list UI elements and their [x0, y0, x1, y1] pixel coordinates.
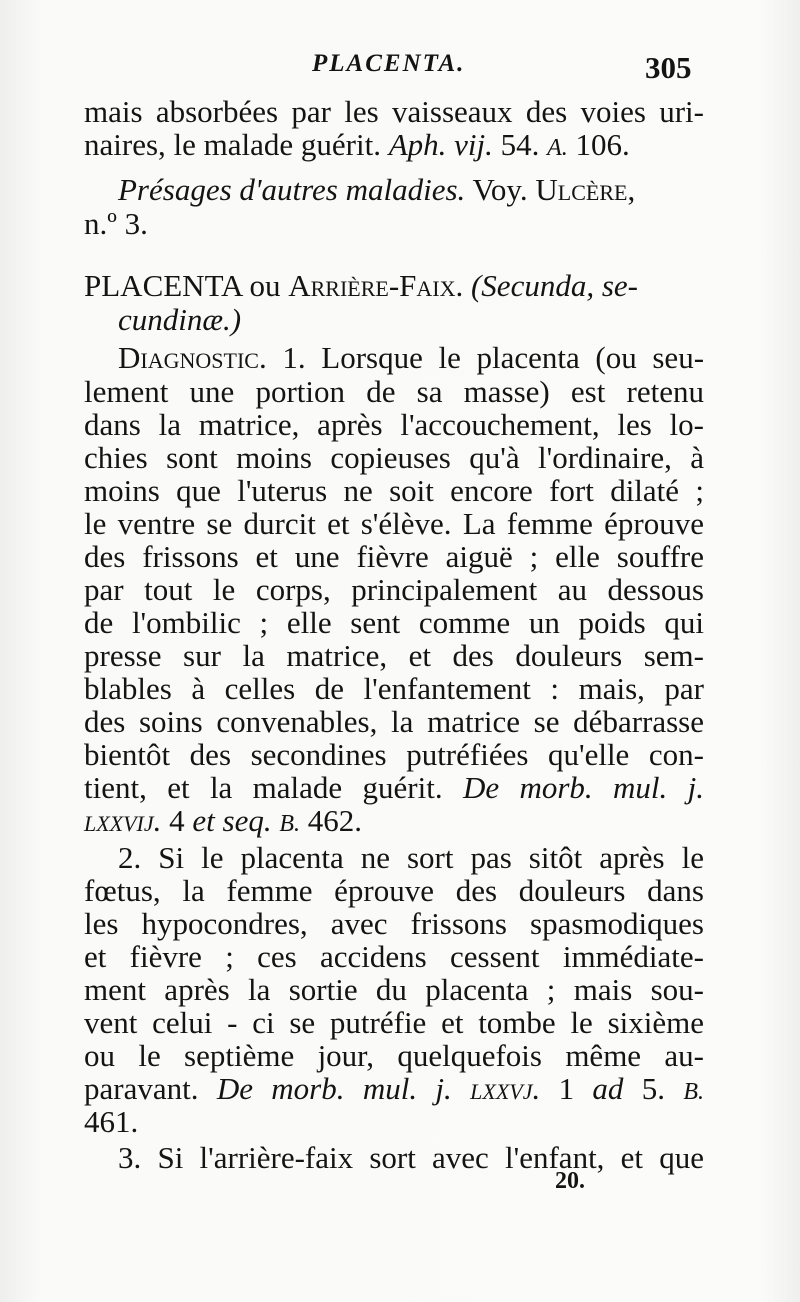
text-line: lxxvij. 4 et seq. B. 462.	[84, 803, 363, 838]
signature-mark: 20.	[555, 1168, 585, 1194]
text-line: le ventre se durcit et s'élève. La femme éprouve	[84, 506, 704, 541]
text-line: blables à celles de l'enfantement : mais, par	[84, 671, 704, 706]
text-line: mais absorbées par les vaisseaux des voies uri-	[84, 94, 704, 129]
text-line: Diagnostic. 1. Lorsque le placenta (ou seu-	[118, 340, 705, 375]
text-line: tient, et la malade guérit. De morb. mul. j.	[84, 770, 704, 805]
text-line: ment après la sortie du placenta ; mais sou-	[84, 972, 704, 1007]
text-line: n.º 3.	[84, 206, 148, 241]
text-line: ou le septième jour, quelquefois même au-	[84, 1038, 704, 1073]
page-number: 305	[645, 50, 692, 85]
text-line: presse sur la matrice, et des douleurs sem-	[84, 638, 704, 673]
text-line: des frissons et une fièvre aiguë ; elle souffre	[84, 539, 704, 574]
text-line: dans la matrice, après l'accouchement, les lo-	[84, 407, 704, 442]
text-line: moins que l'uterus ne soit encore fort dilaté ;	[84, 473, 704, 508]
entry-heading: PLACENTA ou Arrière-Faix. (Secunda, se-	[84, 268, 638, 303]
text-line: paravant. De morb. mul. j. lxxvj. 1 ad 5. B.	[84, 1071, 705, 1106]
text-line: 2. Si le placenta ne sort pas sitôt après le	[118, 840, 704, 875]
text-line: chies sont moins copieuses qu'à l'ordinaire, à	[84, 440, 704, 475]
text-line: les hypocondres, avec frissons spasmodiques	[84, 906, 704, 941]
text-line: 461.	[84, 1104, 139, 1139]
text-line: cundinæ.)	[118, 302, 242, 337]
text-line: fœtus, la femme éprouve des douleurs dans	[84, 873, 704, 908]
running-title: PLACENTA.	[312, 50, 466, 77]
text-line: des soins convenables, la matrice se débarrasse	[84, 704, 704, 739]
text-line: de l'ombilic ; elle sent comme un poids qui	[84, 605, 704, 640]
text-line: et fièvre ; ces accidens cessent immédiate-	[84, 939, 704, 974]
text-line: lement une portion de sa masse) est retenu	[84, 374, 704, 409]
text-line: Présages d'autres maladies. Voy. Ulcère,	[118, 172, 636, 207]
text-line: bientôt des secondines putréfiées qu'elle con-	[84, 737, 704, 772]
text-line: vent celui - ci se putréfie et tombe le sixième	[84, 1005, 704, 1040]
text-line: par tout le corps, principalement au dessous	[84, 572, 704, 607]
text-line: naires, le malade guérit. Aph. vij. 54. A. 106.	[84, 127, 630, 162]
text-line: 3. Si l'arrière-faix sort avec l'enfant, et que	[118, 1140, 704, 1175]
